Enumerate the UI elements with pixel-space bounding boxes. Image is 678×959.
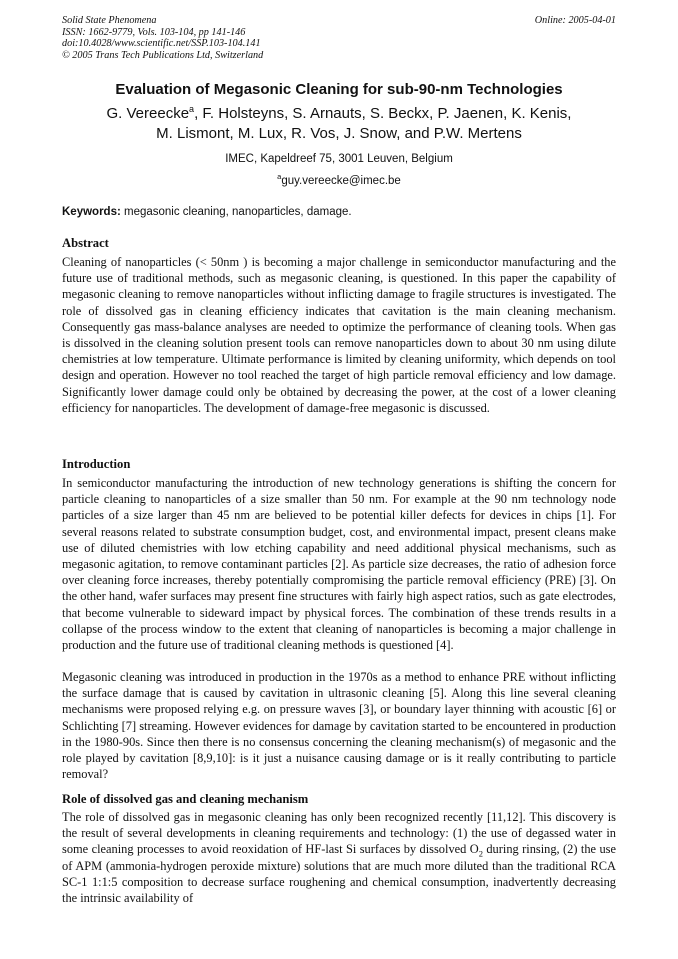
journal-name: Solid State Phenomena	[62, 15, 157, 26]
author-line-1	[40, 104, 638, 124]
email-mark: a	[277, 172, 282, 182]
contact-email	[40, 174, 638, 188]
affiliation: IMEC, Kapeldreef 75, 3001 Leuven, Belgium	[225, 153, 453, 165]
email-address: guy.vereecke@imec.be	[281, 175, 401, 187]
section-text-part-1: The role of dissolved gas in megasonic cleaning has only been recognized recently [11,12]. This discovery is the result of several developments in cleaning requirements and technology: (1) the use of degassed water in some cleaning processes to avoid reoxidation of HF-last Si surfaces by dissolved O	[62, 810, 616, 857]
keywords	[62, 205, 616, 219]
authors-rest: , F. Holsteyns, S. Arnauts, S. Beckx, P. Jaenen, K. Kenis,	[194, 105, 572, 122]
doi-line: doi:10.4028/www.scientific.net/SSP.103-104.141	[62, 38, 261, 50]
journal-header	[62, 15, 616, 61]
abstract-body: Cleaning of nanoparticles (< 50nm ) is becoming a major challenge in semiconductor manufacturing and the future use of traditional methods, such as megasonic cleaning, is questioned. In this paper the capability of megasonic cleaning to remove nanoparticles without inflicting damage to fragile structures is investigated. The role of dissolved gas in cleaning efficiency indicates that cavitation is the main cleaning mechanism. Consequently gas mass-balance analyses are needed to optimize the performance of cleaning tools. When gas is dissolved in the cleaning solution present tools can remove nanoparticles down to about 30 nm using dilute chemistries at low temperature. Ultimate performance is limited by cleaning uniformity, which depends on tool design and operation. However no tool reached the target of high particle removal efficiency and low damage. Significantly lower damage could only be obtained by decreasing the power, at the cost of a lower cleaning efficiency for nanoparticles. The development of damage-free megasonic is discussed.	[62, 255, 616, 415]
keywords-label: Keywords:	[62, 206, 121, 218]
abstract-heading: Abstract	[62, 236, 109, 250]
introduction-heading: Introduction	[62, 457, 131, 471]
paper-title: Evaluation of Megasonic Cleaning for sub-90-nm Technologies	[115, 81, 563, 98]
section-dissolved-gas-body	[62, 809, 616, 906]
affiliation-mark: a	[189, 104, 195, 114]
introduction-paragraph-1: In semiconductor manufacturing the introduction of new technology generations is shifting the concern for particle cleaning to nanoparticles of a size smaller than 50 nm. For example at the 90 nm technology node particles of a size larger than 45 nm are believed to be potential killer defects for devices in chips [1]. For several reasons related to substrate consumption budget, cost, and environmental impact, present cleans make use of diluted chemistries with low etching capability and need additional physical mechanisms, such as megasonic agitation, to remove contaminant particles [2]. As particle size decreases, the ratio of adhesion force over cleaning force increases, thereby potentially compromising the particle removal efficiency (PRE) [3]. On the other hand, wafer surfaces may present fine structures with fairly high aspect ratios, such as gate electrodes, that become vulnerable to sideward impact by physical forces. The combination of these trends results in a collapse of the process window to the extent that cleaning of nanoparticles is becoming a major challenge in production and the future use of traditional cleaning methods is questioned [4].	[62, 476, 616, 653]
copyright-line: © 2005 Trans Tech Publications Ltd, Switzerland	[62, 49, 264, 61]
section-text-part-2: during rinsing, (2) the use of APM (ammonia-hydrogen peroxide mixture) solutions that are much more diluted than the traditional RCA SC-1 1:1:5 composition to decrease surface roughening and chemical consumption, inadvertently decreasing the intrinsic availability of	[62, 842, 616, 906]
issn-line: ISSN: 1662-9779, Vols. 103-104, pp 141-146	[62, 26, 246, 38]
author-line-2: M. Lismont, M. Lux, R. Vos, J. Snow, and P.W. Mertens	[156, 125, 522, 142]
keywords-text: megasonic cleaning, nanoparticles, damage.	[120, 206, 352, 218]
online-date: Online: 2005-04-01	[534, 15, 616, 26]
first-author: G. Vereecke	[106, 105, 190, 122]
o2-subscript: 2	[478, 848, 483, 859]
section-heading-dissolved-gas: Role of dissolved gas and cleaning mechanism	[62, 792, 309, 806]
author-list	[40, 104, 638, 144]
introduction-paragraph-2: Megasonic cleaning was introduced in production in the 1970s as a method to enhance PRE without inflicting the surface damage that is caused by cavitation in ultrasonic cleaning [5]. Along this line several cleaning mechanisms were proposed relying e.g. on pressure waves [3], or boundary layer thinning with acoustic [6] or Schlichting [7] streaming. However evidences for damage by cavitation started to be encountered in production in the 1980-90s. Since then there is no consensus concerning the cleaning mechanism(s) of megasonic and the role played by cavitation [8,9,10]: is it just a nuisance causing damage or is it really contributing to particle removal?	[62, 670, 616, 782]
